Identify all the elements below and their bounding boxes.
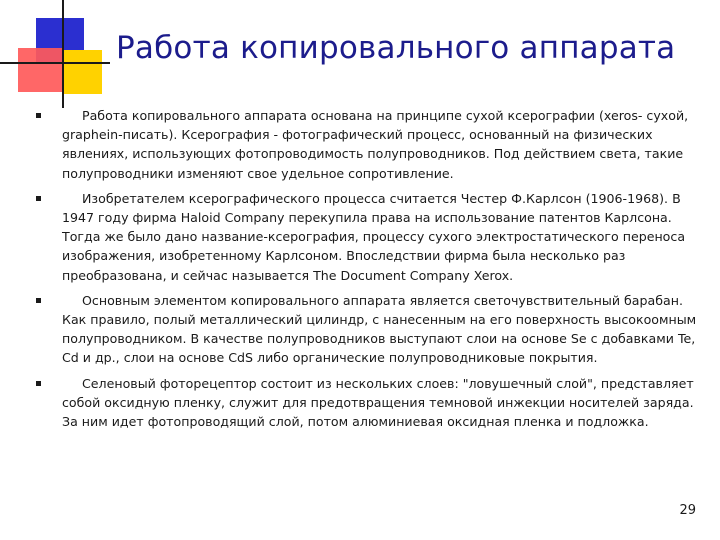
bullet-icon (36, 381, 41, 386)
decorative-red-square (18, 48, 62, 92)
slide-title: Работа копировального аппарата (116, 30, 676, 66)
list-item (36, 106, 700, 183)
decorative-horizontal-line (0, 62, 110, 64)
list-item (36, 291, 700, 368)
list-item-text: Основным элементом копировального аппарата является светочувствительный барабан. Как правило, полый металлический цилиндр, с нанесенным на его поверхность высокоомным полупроводником. В качестве полупроводников выступают слои на основе Se с добавками Te, Cd и др., слои на основе CdS либо органические полупроводниковые покрытия. (62, 292, 697, 366)
list-item-text: Изобретателем ксерографического процесса считается Честер Ф.Карлсон (1906-1968). В 1947 году фирма Haloid Company перекупила права на использование патентов Карлсона. Тогда же было дано название-ксерография, процессу сухого электростатического переноса изображения, изобретенному Карлсоном. Впоследствии фирма была несколько раз преобразована, и сейчас называется The Document Company Xerox. (62, 190, 686, 283)
decorative-vertical-line (62, 0, 64, 108)
bullet-icon (36, 298, 41, 303)
list-item (36, 374, 700, 432)
decorative-yellow-square (62, 50, 102, 94)
bullet-list (36, 106, 700, 437)
bullet-icon (36, 113, 41, 118)
list-item-text: Селеновый фоторецептор состоит из нескольких слоев: "ловушечный слой", представляет собой оксидную пленку, служит для предотвращения темновой инжекции носителей заряда. За ним идет фотопроводящий слой, потом алюминиевая оксидная пленка и подложка. (62, 375, 694, 430)
bullet-icon (36, 196, 41, 201)
list-item (36, 189, 700, 285)
list-item-text: Работа копировального аппарата основана на принципе сухой ксерографии (xeros- сухой, graphein-писать). Ксерография - фотографический процесс, основанный на физических явлениях, использующих фотопроводимость полупроводников. Под действием света, такие полупроводники изменяют свое удельное сопротивление. (62, 108, 689, 181)
page-number: 29 (679, 503, 696, 518)
